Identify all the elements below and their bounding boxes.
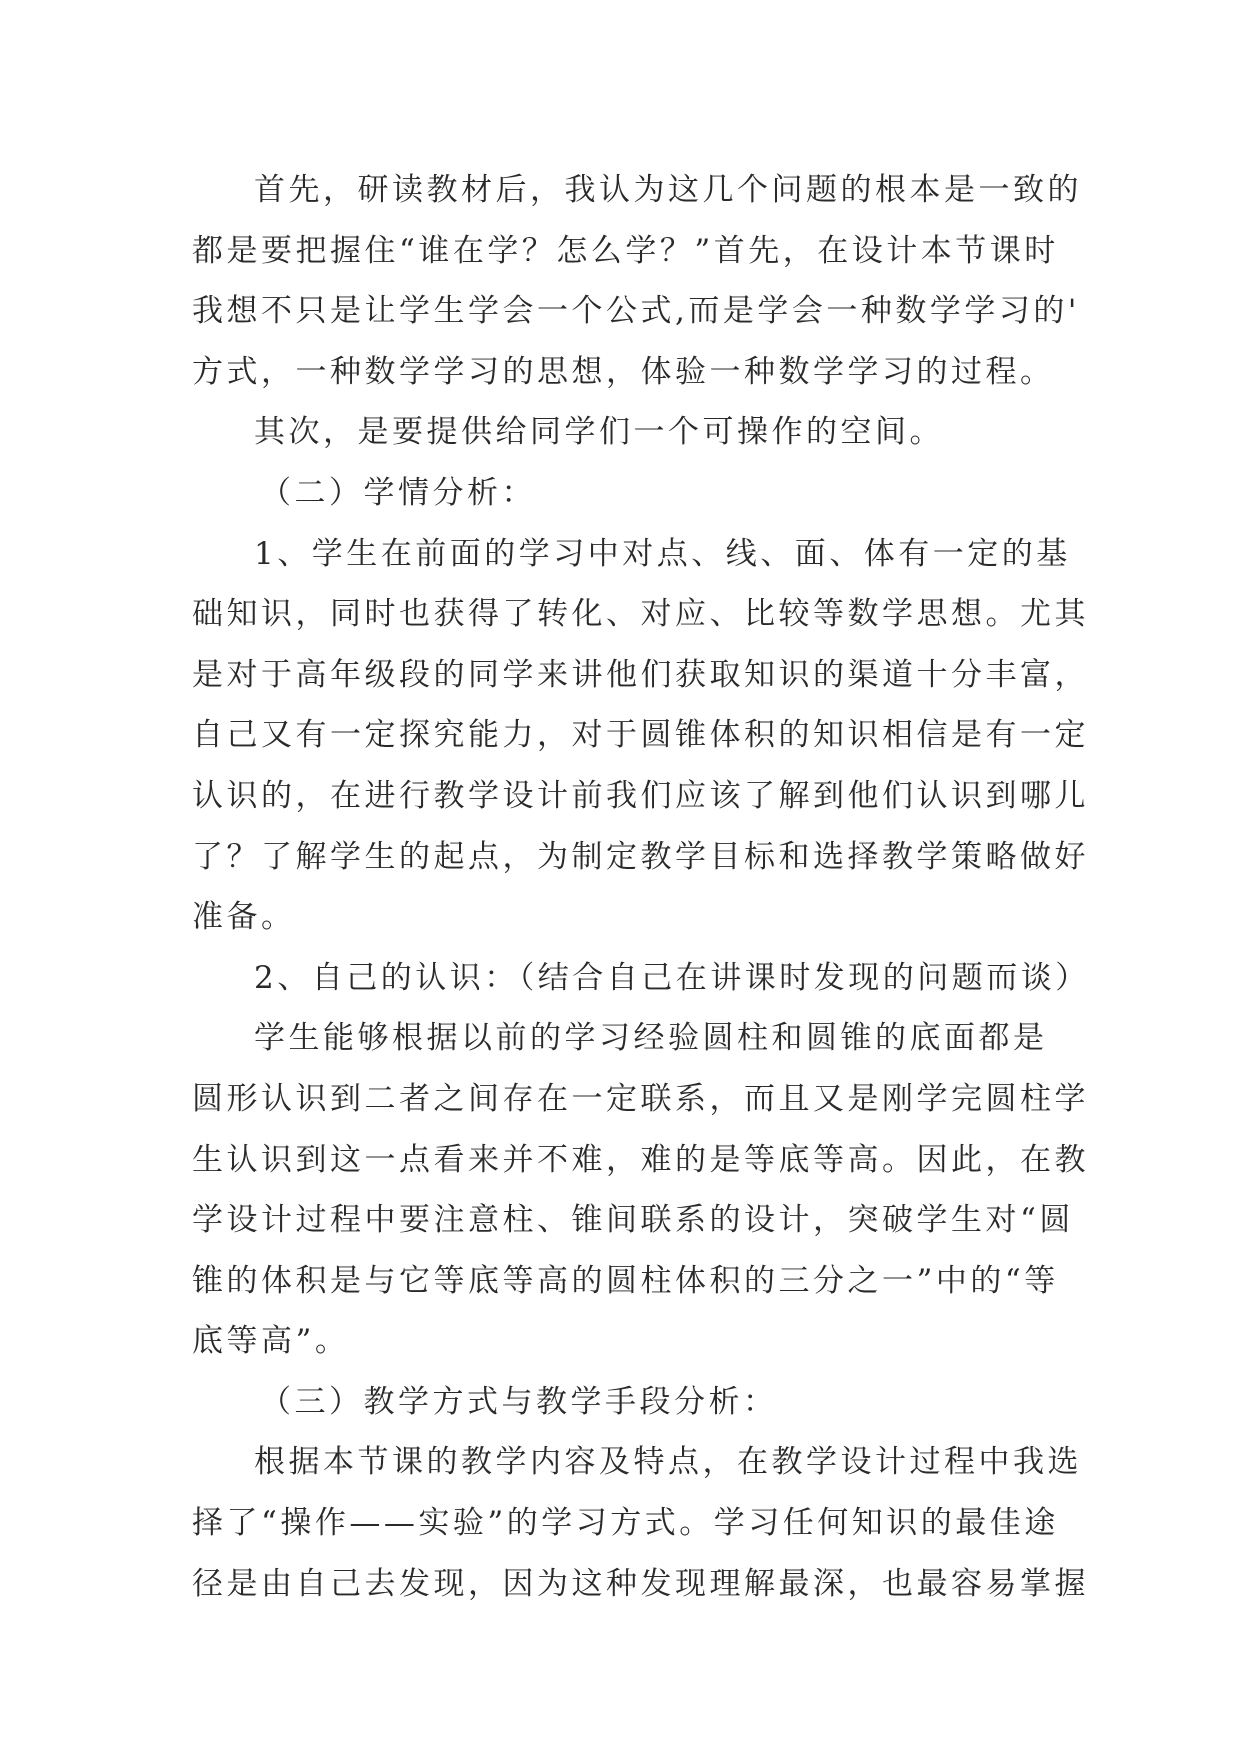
paragraph-line: 底等高”。 [192,1323,350,1360]
section-heading: （二）学情分析： [260,474,536,511]
paragraph-line: 首先，研读教材后，我认为这几个问题的根本是一致的 [254,172,1082,208]
paragraph-line: 础知识，同时也获得了转化、对应、比较等数学思想。尤其 [192,596,1089,633]
paragraph-line: 学生能够根据以前的学习经验圆柱和圆锥的底面都是 [254,1020,1048,1057]
paragraph-line: 是对于高年级段的同学来讲他们获取知识的渠道十分丰富， [192,656,1089,693]
paragraph-line: 其次，是要提供给同学们一个可操作的空间。 [254,414,944,451]
paragraph-line: 择了“操作——实验”的学习方式。学习任何知识的最佳途 [192,1505,1059,1542]
document-body [192,160,1090,1614]
paragraph-line: 径是由自己去发现，因为这种发现理解最深，也最容易掌握 [192,1565,1089,1602]
paragraph-line: 根据本节课的教学内容及特点，在教学设计过程中我选 [254,1444,1082,1481]
paragraph-line: 都是要把握住“谁在学？怎么学？”首先，在设计本节课时 [192,232,1059,269]
paragraph-line: 我想不只是让学生学会一个公式,而是学会一种数学学习的' [192,293,1080,330]
paragraph-line: 了？了解学生的起点，为制定教学目标和选择教学策略做好 [192,838,1089,875]
paragraph-line: 学设计过程中要注意柱、锥间联系的设计，突破学生对“圆 [192,1202,1074,1239]
paragraph-line: 锥的体积是与它等底等高的圆柱体积的三分之一”中的“等 [192,1262,1059,1299]
paragraph-line: 准备。 [192,899,296,936]
paragraph-line: 圆形认识到二者之间存在一定联系，而且又是刚学完圆柱学 [192,1080,1089,1117]
paragraph-line: 1、学生在前面的学习中对点、线、面、体有一定的基 [254,535,1071,572]
section-heading: （三）教学方式与教学手段分析： [260,1383,778,1420]
paragraph-line: 生认识到这一点看来并不难，难的是等底等高。因此，在教 [192,1141,1089,1178]
paragraph-line: 自己又有一定探究能力，对于圆锥体积的知识相信是有一定 [192,717,1089,754]
paragraph-line: 方式，一种数学学习的思想，体验一种数学学习的过程。 [192,353,1055,390]
paragraph-line: 2、自己的认识：（结合自己在讲课时发现的问题而谈） [254,959,1090,996]
paragraph-line: 认识的，在进行教学设计前我们应该了解到他们认识到哪儿 [192,777,1089,814]
